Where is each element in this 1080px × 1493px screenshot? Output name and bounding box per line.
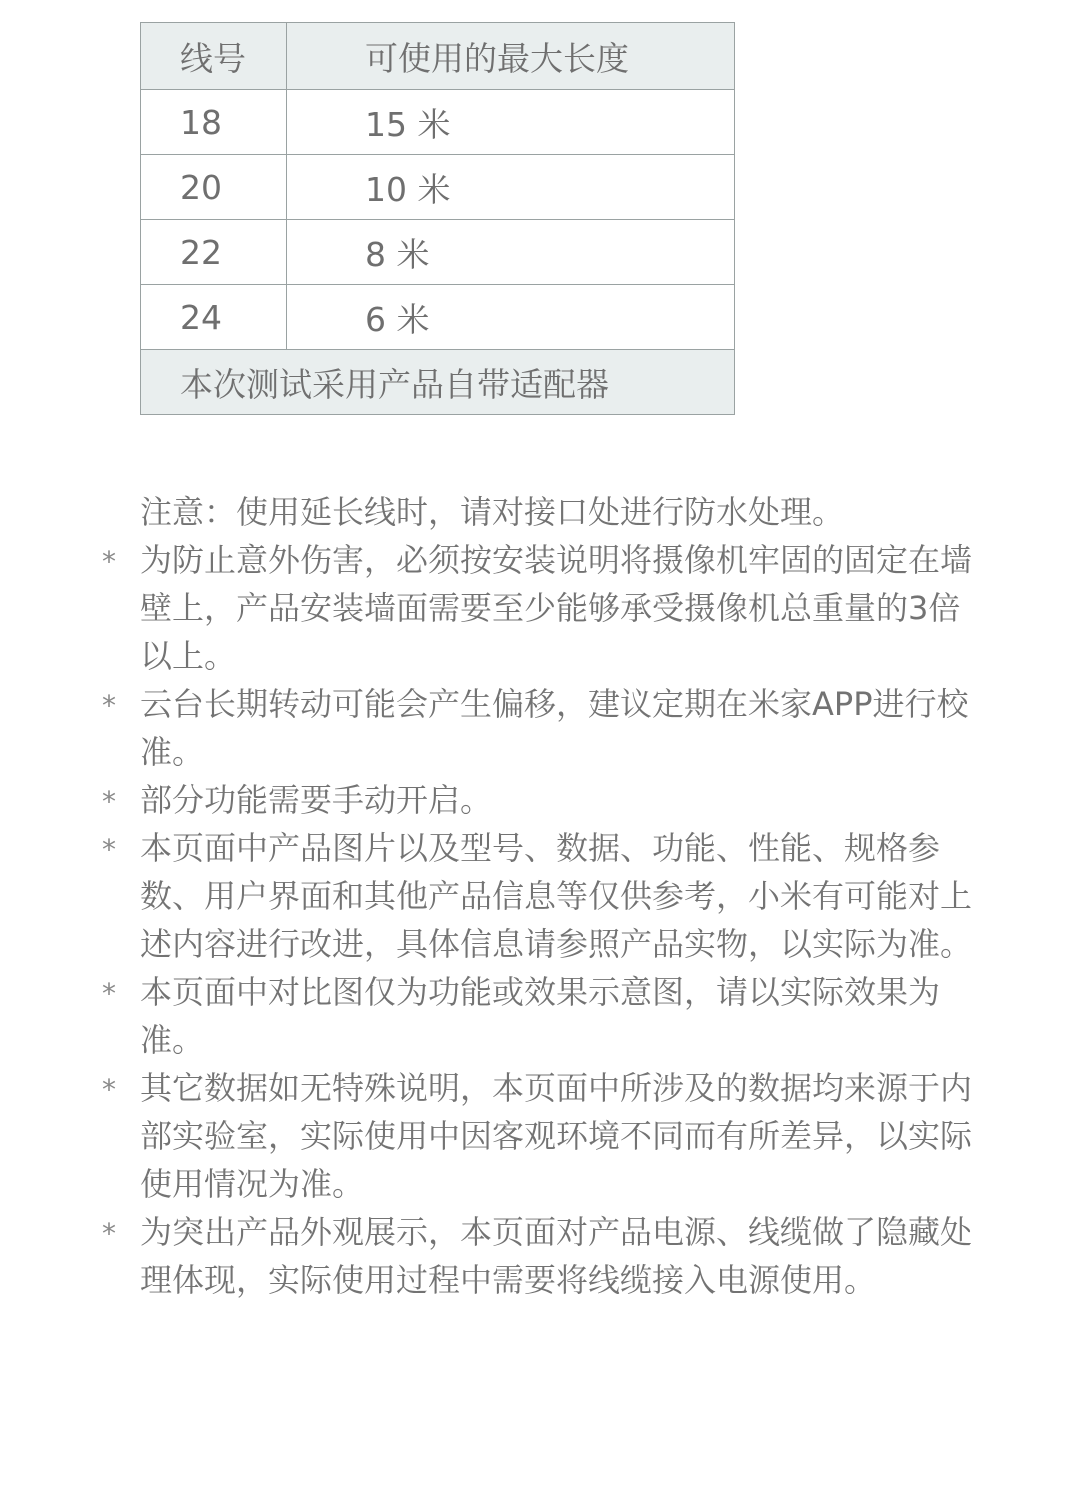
notes-section: [102, 488, 990, 1304]
table-row: [141, 90, 735, 155]
asterisk-icon: *: [102, 1073, 116, 1106]
table-footer-note: 本次测试采用产品自带适配器: [141, 350, 735, 415]
note-text: 本页面中对比图仅为功能或效果示意图，请以实际效果为准。: [140, 973, 941, 1059]
notes-intro: [140, 488, 990, 536]
note-text: 为突出产品外观展示，本页面对产品电源、线缆做了隐藏处理体现，实际使用过程中需要将线缆接入电源使用。: [140, 1213, 973, 1299]
note-text: 部分功能需要手动开启。: [140, 781, 493, 819]
table-footer-row: [141, 350, 735, 415]
asterisk-icon: *: [102, 833, 116, 866]
header-max-length: 可使用的最大长度: [287, 23, 735, 90]
table-header-row: [141, 23, 735, 90]
cell-length: 6 米: [287, 285, 735, 350]
asterisk-icon: *: [102, 689, 116, 722]
note-item: [102, 824, 990, 968]
asterisk-icon: *: [102, 977, 116, 1010]
note-item: [102, 536, 990, 680]
notes-intro-text: 注意：使用延长线时，请对接口处进行防水处理。: [140, 493, 845, 531]
asterisk-icon: *: [102, 785, 116, 818]
cell-gauge: 20: [141, 155, 287, 220]
cell-gauge: 22: [141, 220, 287, 285]
cell-gauge: 18: [141, 90, 287, 155]
cell-length: 15 米: [287, 90, 735, 155]
header-gauge: 线号: [141, 23, 287, 90]
cell-length: 8 米: [287, 220, 735, 285]
table-row: [141, 285, 735, 350]
cell-gauge: 24: [141, 285, 287, 350]
note-text: 为防止意外伤害，必须按安装说明将摄像机牢固的固定在墙壁上，产品安装墙面需要至少能够承受摄像机总重量的3倍以上。: [140, 541, 973, 675]
note-item: [102, 1208, 990, 1304]
cable-length-table: [140, 22, 735, 415]
note-text: 其它数据如无特殊说明，本页面中所涉及的数据均来源于内部实验室，实际使用中因客观环境不同而有所差异，以实际使用情况为准。: [140, 1069, 973, 1203]
table-row: [141, 220, 735, 285]
note-item: [102, 968, 990, 1064]
asterisk-icon: *: [102, 1217, 116, 1250]
note-text: 本页面中产品图片以及型号、数据、功能、性能、规格参数、用户界面和其他产品信息等仅供参考，小米有可能对上述内容进行改进，具体信息请参照产品实物，以实际为准。: [140, 829, 973, 963]
asterisk-icon: *: [102, 545, 116, 578]
note-item: [102, 1064, 990, 1208]
table-row: [141, 155, 735, 220]
note-item: [102, 680, 990, 776]
note-text: 云台长期转动可能会产生偏移，建议定期在米家APP进行校准。: [140, 685, 969, 771]
cell-length: 10 米: [287, 155, 735, 220]
note-item: [102, 776, 990, 824]
